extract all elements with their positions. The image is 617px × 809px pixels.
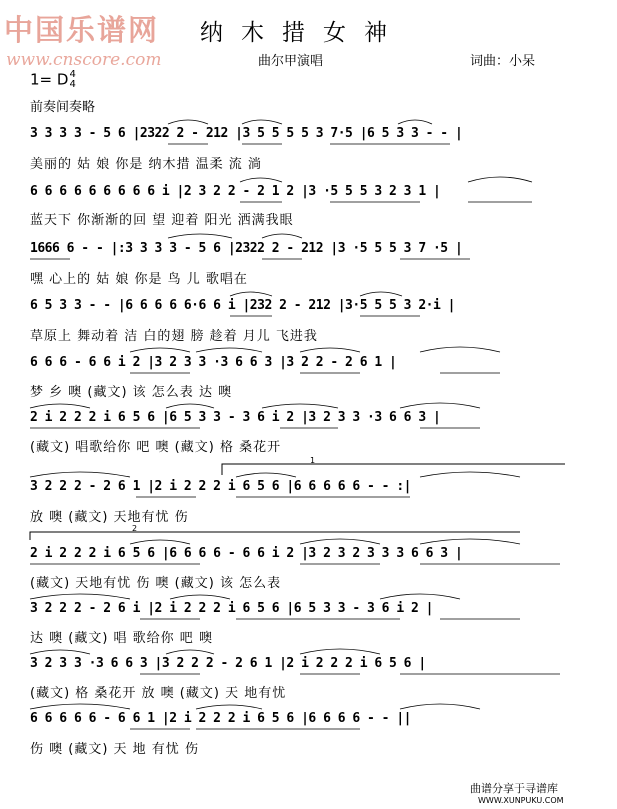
lyric-line-2: 蓝天下 你渐渐的回 望 迎着 阳光 洒满我眼 (30, 213, 294, 228)
notation-line-3: 1666 6 - - |:3 3 3 3 - 5 6 |2322 2 - 212 |3 ·5 5 5 3 7 ·5 | (30, 241, 463, 256)
footer-url: WWW.XUNPUKU.COM (478, 796, 564, 805)
lyric-line-9: 达 噢 (藏文) 唱 歌给你 吧 噢 (30, 631, 213, 646)
volta-2-bracket (30, 532, 520, 540)
composer-credit: 词曲：小呆 (470, 54, 536, 69)
volta-2-number: 2 (132, 524, 138, 533)
song-title: 纳木措女神 (200, 20, 405, 46)
notation-line-11: 6 6 6 6 6 - 6 6 1 |2 i 2 2 2 i 6 5 6 |6 6 6 6 - - || (30, 711, 411, 726)
slur-arcs (30, 120, 532, 709)
notation-line-9: 3 2 2 2 - 2 6 i |2 i 2 2 2 i 6 5 6 |6 5 3 3 - 3 6 i 2 | (30, 601, 433, 616)
notation-line-6: 2 i 2 2 2 i 6 5 6 |6 5 3 3 - 3 6 i 2 |3 2 3 3 ·3 6 6 3 | (30, 410, 441, 425)
key-label: 1= D (30, 70, 69, 89)
lyric-line-10: (藏文) 格 桑花开 放 噢 (藏文) 天 地有忧 (30, 686, 287, 701)
lyric-line-5: 梦 乡 噢 (藏文) 该 怎么表 达 噢 (30, 385, 233, 400)
time-signature: 4 4 (69, 69, 76, 90)
lyric-line-8: (藏文) 天地有忧 伤 噢 (藏文) 该 怎么表 (30, 576, 282, 591)
beam-lines (30, 144, 560, 729)
notation-line-5: 6 6 6 - 6 6 i 2 |3 2 3 3 ·3 6 6 3 |3 2 2 - 2 6 1 | (30, 355, 397, 370)
lyric-line-3: 嘿 心上的 姑 娘 你是 鸟 儿 歌唱在 (30, 272, 248, 287)
intro-note: 前奏间奏略 (30, 100, 96, 115)
footer-share-text: 曲谱分享于寻谱库 (470, 782, 558, 795)
notation-line-1: 3 3 3 3 - 5 6 |2322 2 - 212 |3 5 5 5 5 3 7·5 |6 5 3 3 - - | (30, 126, 463, 141)
lyric-line-1: 美丽的 姑 娘 你是 纳木措 温柔 流 淌 (30, 157, 262, 172)
lyric-line-11: 伤 噢 (藏文) 天 地 有忧 伤 (30, 742, 199, 757)
lyric-line-7: 放 噢 (藏文) 天地有忧 伤 (30, 510, 189, 525)
volta-1-number: 1 (310, 456, 316, 465)
notation-line-7: 3 2 2 2 - 2 6 1 |2 i 2 2 2 i 6 5 6 |6 6 6 6 6 - - :| (30, 479, 411, 494)
notation-line-8: 2 i 2 2 2 i 6 5 6 |6 6 6 6 - 6 6 i 2 |3 2 3 2 3 3 3 6 6 3 | (30, 546, 463, 561)
notation-line-2: 6 6 6 6 6 6 6 6 6 i |2 3 2 2 - 2 1 2 |3 ·5 5 5 3 2 3 1 | (30, 184, 441, 199)
lyric-line-6: (藏文) 唱歌给你 吧 噢 (藏文) 格 桑花开 (30, 440, 282, 455)
site-logo: 中国乐谱网 (4, 13, 160, 47)
site-logo-url: www.cnscore.com (6, 50, 162, 70)
notation-line-10: 3 2 3 3 ·3 6 6 3 |3 2 2 2 - 2 6 1 |2 i 2 2 2 i 6 5 6 | (30, 656, 426, 671)
notation-line-4: 6 5 3 3 - - |6 6 6 6 6·6 6 i |232 2 - 212 |3·5 5 5 3 2·i | (30, 298, 455, 313)
lyric-line-4: 草原上 舞动着 洁 白的翅 膀 趁着 月儿 飞进我 (30, 329, 318, 344)
singer-credit: 曲尔甲演唱 (258, 54, 324, 69)
